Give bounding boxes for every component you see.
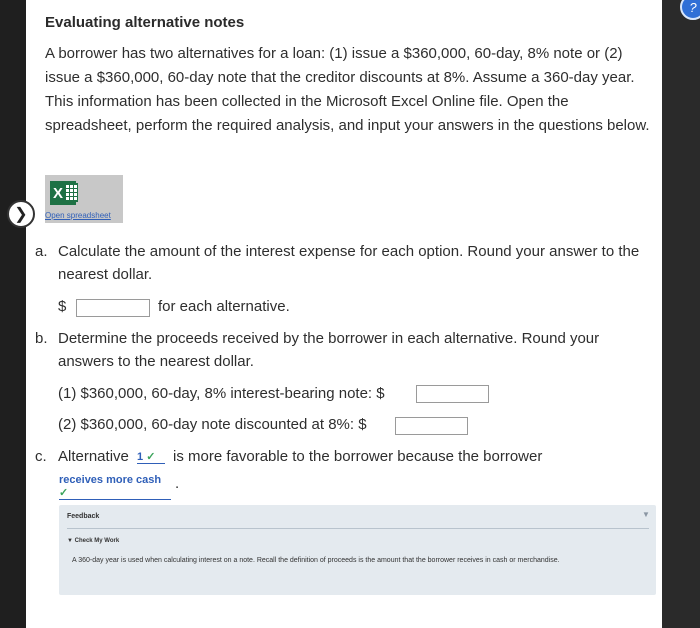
- reason-value: receives more cash: [59, 474, 162, 486]
- proceeds-discounted-input[interactable]: [395, 417, 468, 435]
- question-b-text: Determine the proceeds received by the borrower in each alternative. Round your answers to the nearest dollar.: [58, 330, 600, 370]
- check-my-work-toggle[interactable]: [67, 538, 119, 544]
- question-a-text: Calculate the amount of the interest expense for each option. Round your answer to the nearest dollar.: [58, 243, 640, 283]
- question-a-suffix: for each alternative.: [158, 298, 290, 315]
- question-c-end: .: [175, 475, 180, 492]
- question-a-letter: a.: [35, 243, 48, 260]
- alternative-value: 1: [137, 451, 144, 463]
- feedback-text: A 360-day year is used when calculating interest on a note. Recall the definition of proceeds is the amount that the borrower receives in cash or merchandise.: [72, 557, 560, 564]
- excel-grid-icon: [64, 183, 78, 202]
- question-c-middle: is more favorable to the borrower because the borrower: [173, 448, 543, 465]
- question-c-letter: c.: [35, 448, 47, 465]
- open-spreadsheet-link[interactable]: Open spreadsheet: [45, 211, 111, 220]
- expand-nav-icon[interactable]: ❯: [7, 200, 35, 228]
- check-caret-icon: ▼: [67, 538, 75, 544]
- question-b-line2: (2) $360,000, 60-day note discounted at 8%: $: [58, 416, 367, 433]
- page-title: Evaluating alternative notes: [45, 14, 245, 31]
- right-edge: [662, 0, 700, 628]
- reason-check-icon: ✓: [59, 487, 69, 499]
- check-my-work-label: Check My Work: [74, 538, 120, 544]
- interest-expense-input[interactable]: [76, 299, 150, 317]
- alternative-select[interactable]: [137, 450, 165, 464]
- help-icon[interactable]: ?: [680, 0, 700, 20]
- problem-intro: A borrower has two alternatives for a loan: (1) issue a $360,000, 60-day, 8% note or (2) issue a $360,000, 60-day note that the creditor discounts at 8%. Assume a 360-day year. This information has been collected in the Microsoft Excel Online file. Open the spreadsheet, perform the required analysis, and input your answers in the questions below.: [45, 45, 650, 134]
- feedback-title[interactable]: Feedback: [67, 513, 100, 520]
- feedback-collapse-icon[interactable]: ▼: [642, 510, 650, 519]
- reason-select[interactable]: [59, 474, 171, 500]
- excel-logo-letter: X: [53, 184, 64, 202]
- question-c-prefix: Alternative: [58, 448, 129, 465]
- proceeds-interest-bearing-input[interactable]: [416, 385, 489, 403]
- question-b-line1: (1) $360,000, 60-day, 8% interest-bearing note: $: [58, 385, 385, 402]
- question-b-letter: b.: [35, 330, 48, 347]
- feedback-panel: [59, 505, 656, 595]
- feedback-divider: [67, 528, 649, 529]
- question-a-dollar: $: [58, 298, 67, 315]
- alternative-check-icon: ✓: [146, 451, 156, 463]
